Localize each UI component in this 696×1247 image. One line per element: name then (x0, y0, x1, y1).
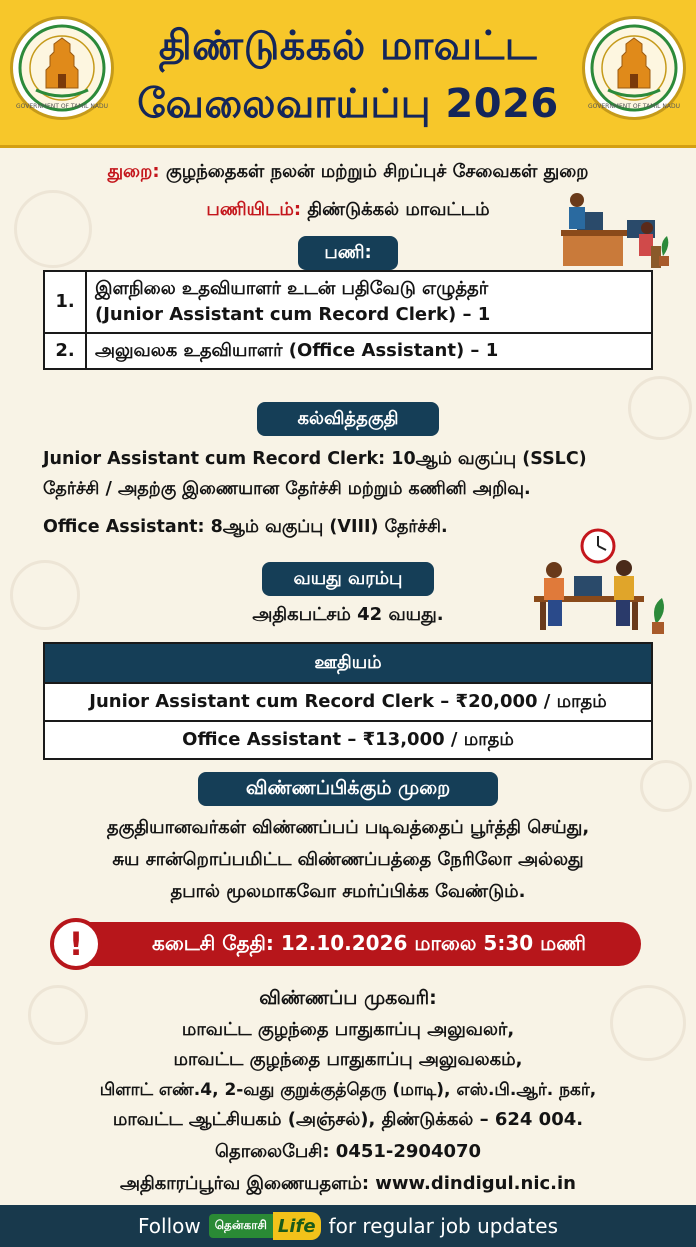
office-desk-illustration (555, 190, 675, 272)
qualification-line-2: தேர்ச்சி / அதற்கு இணையான தேர்ச்சி மற்றும் கணினி அறிவு. (43, 479, 531, 499)
age-text: அதிகபட்சம் 42 வயது. (252, 604, 444, 625)
logo-part-tamil: தென்காசி (209, 1214, 273, 1238)
table-row (44, 271, 652, 333)
location-label: பணியிடம்: (206, 199, 302, 220)
address-heading: விண்ணப்ப முகவரி: (259, 987, 437, 1009)
footer-follow-text: Follow (137, 1214, 201, 1238)
phone-number: தொலைபேசி: 0451-2904070 (214, 1141, 482, 1162)
background-decoration (640, 760, 692, 812)
department-label: துறை: (107, 161, 160, 182)
post-number: 1. (44, 271, 86, 333)
salary-row-junior-assistant: Junior Assistant cum Record Clerk – ₹20,000 / மாதம் (45, 682, 651, 720)
deadline-text: கடைசி தேதி: 12.10.2026 மாலை 5:30 மணி (152, 930, 586, 955)
title-line-1: திண்டுக்கல் மாவட்ட (158, 23, 538, 69)
alert-icon-glyph: ! (68, 925, 84, 963)
qualification-heading: கல்வித்தகுதி (257, 402, 439, 436)
header-banner (0, 0, 696, 148)
tamil-nadu-emblem-icon (10, 16, 114, 120)
location-value: திண்டுக்கல் மாவட்டம் (307, 199, 490, 220)
post-title (86, 271, 652, 333)
address-line-4: மாவட்ட ஆட்சியகம் (அஞ்சல்), திண்டுக்கல் – 624 004. (112, 1109, 584, 1130)
address-line-2: மாவட்ட குழந்தை பாதுகாப்பு அலுவலகம், (173, 1049, 523, 1070)
logo-part-life: Life (273, 1212, 321, 1240)
post-title-english: (Junior Assistant cum Record Clerk) – 1 (95, 304, 491, 325)
salary-table (43, 642, 653, 760)
apply-line-2: சுய சான்றொப்பமிட்ட விண்ணப்பத்தை நேரிலோ அல்லது (112, 849, 584, 870)
post-title-tamil: இளநிலை உதவியாளர் உடன் பதிவேடு எழுத்தர் (95, 278, 489, 299)
apply-line-3: தபால் மூலமாகவோ சமர்ப்பிக்க வேண்டும். (170, 881, 526, 902)
team-meeting-illustration (526, 526, 672, 638)
apply-heading: விண்ணப்பிக்கும் முறை (198, 772, 498, 806)
alert-icon (50, 918, 102, 970)
footer-bar (0, 1205, 696, 1247)
address-line-3: பிளாட் எண்.4, 2-வது குறுக்குத்தெரு (மாடி), எஸ்.பி.ஆர். நகர், (99, 1080, 597, 1100)
deadline-banner (57, 922, 641, 966)
emblem-caption: GOVERNMENT OF TAMIL NADU (588, 103, 680, 110)
qualification-line-3: Office Assistant: 8ஆம் வகுப்பு (VIII) தேர்ச்சி. (43, 517, 448, 537)
background-decoration (628, 376, 692, 440)
emblem-caption: GOVERNMENT OF TAMIL NADU (16, 103, 108, 110)
post-number: 2. (44, 333, 86, 369)
posts-table (43, 270, 653, 370)
salary-heading: ஊதியம் (45, 644, 651, 682)
qualification-line-1: Junior Assistant cum Record Clerk: 10ஆம் வகுப்பு (SSLC) (43, 449, 587, 469)
tamil-nadu-emblem-icon (582, 16, 686, 120)
age-heading: வயது வரம்பு (262, 562, 434, 596)
posts-heading: பணி: (298, 236, 398, 270)
salary-row-office-assistant: Office Assistant – ₹13,000 / மாதம் (45, 720, 651, 758)
address-line-1: மாவட்ட குழந்தை பாதுகாப்பு அலுவலர், (181, 1019, 515, 1040)
department-line (0, 160, 696, 184)
footer-tail-text: for regular job updates (328, 1214, 558, 1238)
website-link[interactable]: அதிகாரப்பூர்வ இணையதளம்: www.dindigul.nic.in (120, 1173, 576, 1194)
tenkasi-life-logo[interactable] (209, 1212, 321, 1240)
table-row (44, 333, 652, 369)
apply-line-1: தகுதியானவர்கள் விண்ணப்பப் படிவத்தைப் பூர்த்தி செய்து, (106, 817, 590, 838)
post-title: அலுவலக உதவியாளர் (Office Assistant) – 1 (86, 333, 652, 369)
department-value: குழந்தைகள் நலன் மற்றும் சிறப்புச் சேவைகள் துறை (165, 161, 589, 182)
title-line-2: வேலைவாய்ப்பு 2026 (137, 81, 559, 127)
